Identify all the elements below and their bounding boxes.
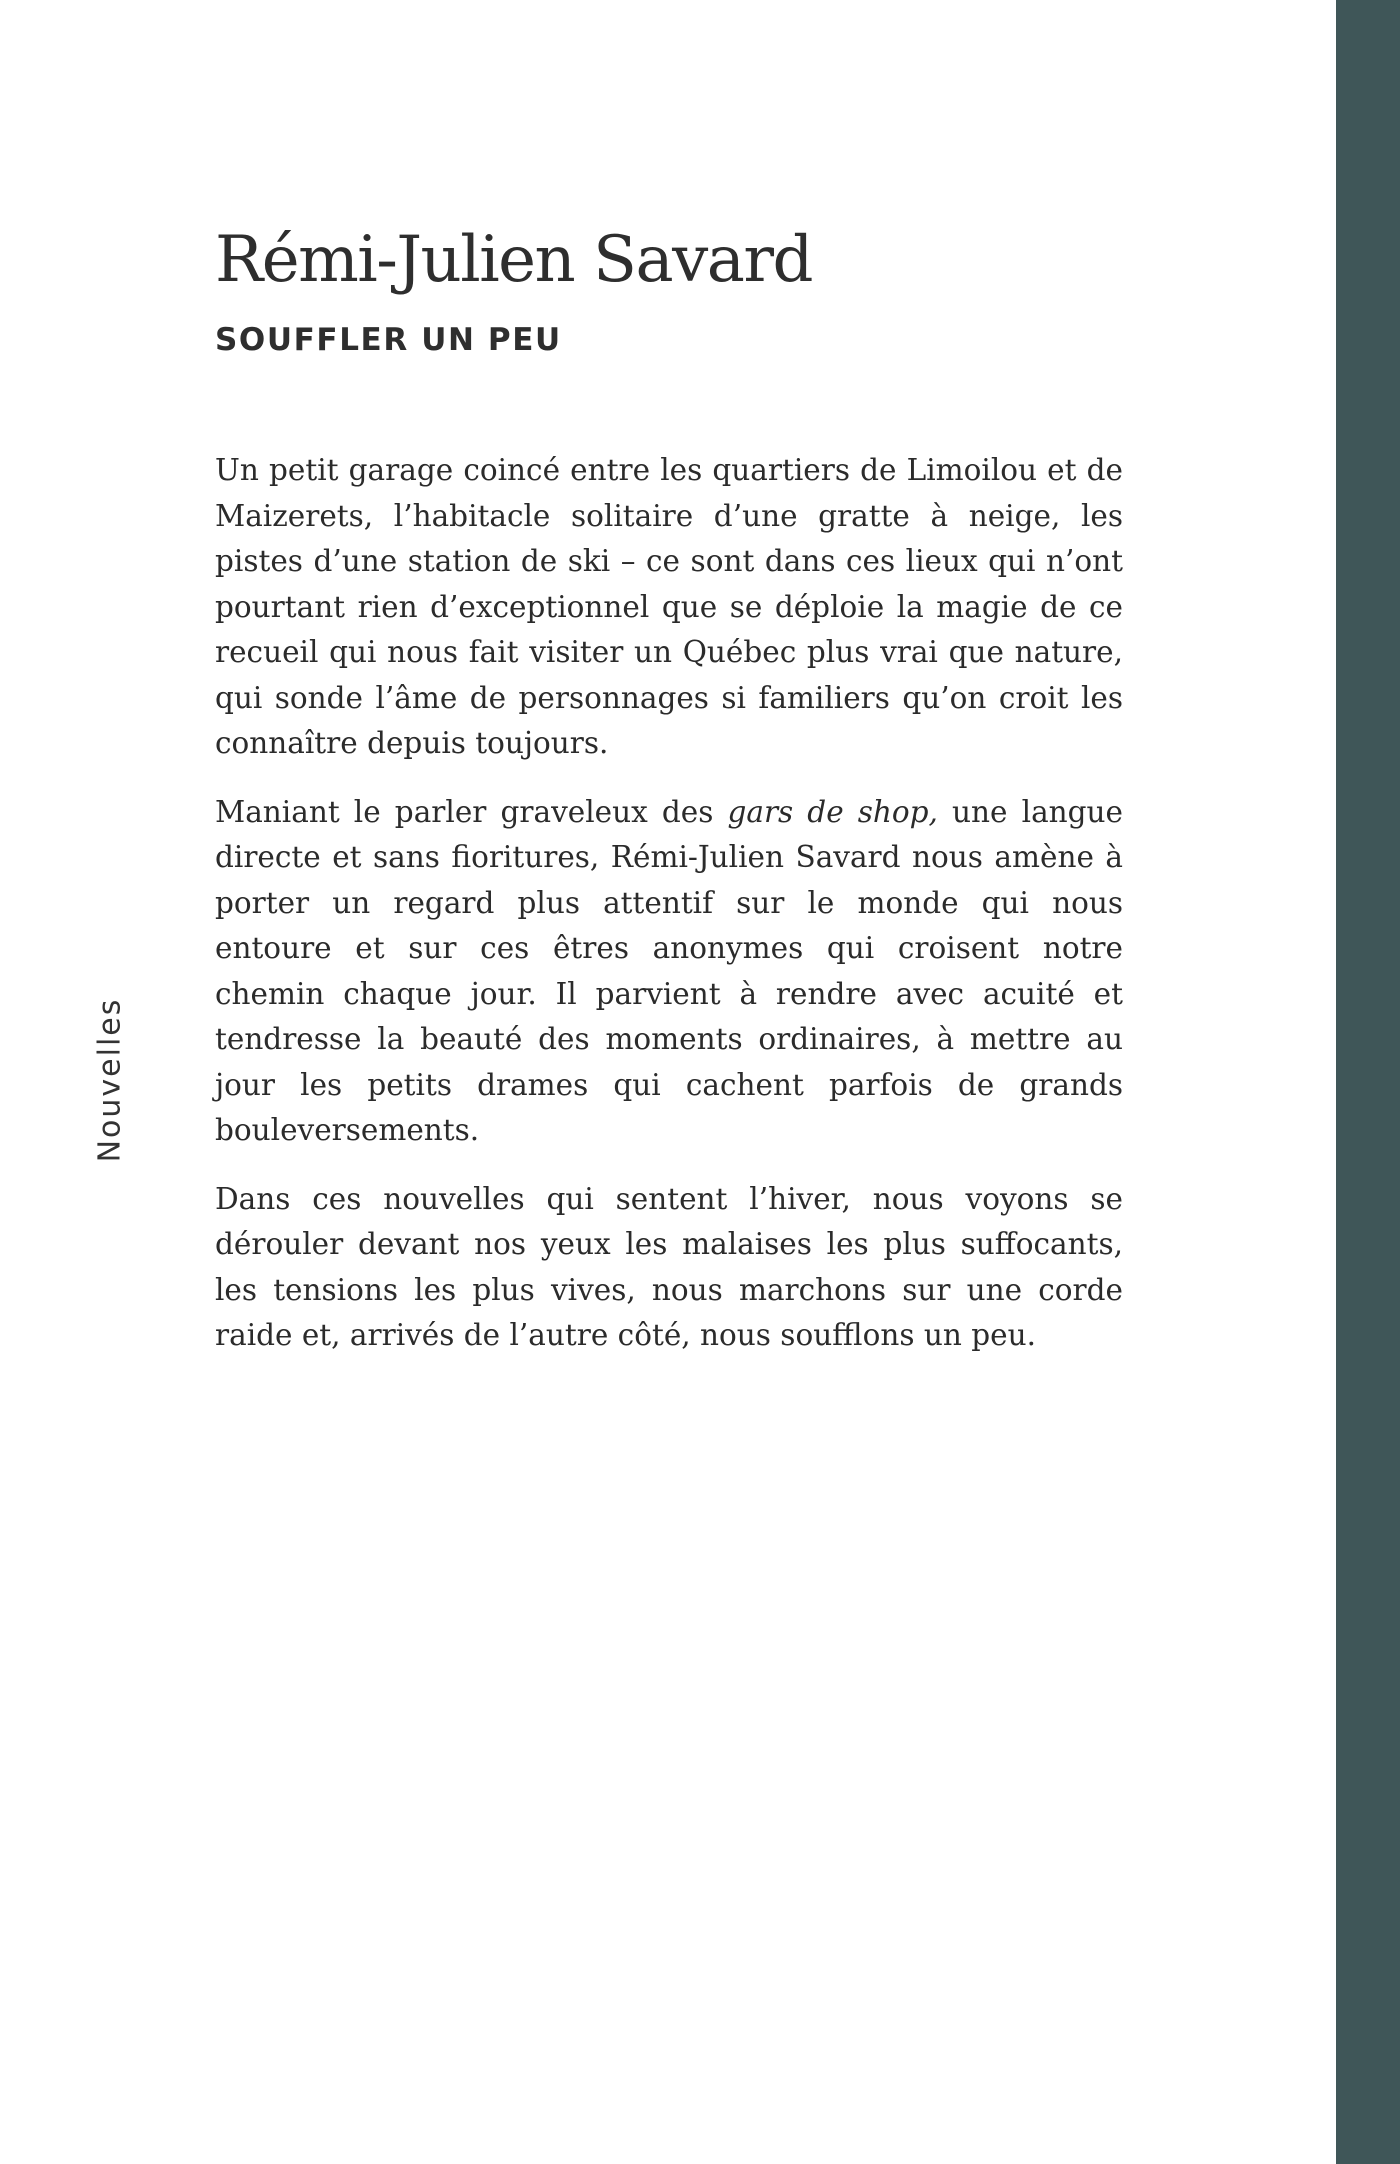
paragraph-2-emphasis: gars de shop, [727,794,938,829]
blurb-paragraph-2 [215,790,1123,1154]
paragraph-2-rest: une langue directe et sans fioritures, Rémi-Julien Savard nous amène à porter un regard plus attentif sur le monde qui nous entoure et sur ces êtres anonymes qui croisent notre chemin chaque jour. Il parvient à rendre avec acuité et tendresse la beauté des moments ordinaires, à mettre au jour les petits drames qui cachent parfois de grands bouleversements. [215,794,1124,1147]
blurb-paragraph-1: Un petit garage coincé entre les quartiers de Limoilou et de Maizerets, l’habitacle solitaire d’une gratte à neige, les pistes d’une station de ski – ce sont dans ces lieux qui n’ont pourtant rien d’exceptionnel que se déploie la magie de ce recueil qui nous fait visiter un Québec plus vrai que nature, qui sonde l’âme de personnages si familiers qu’on croit les connaître depuis toujours. [215,453,1123,760]
book-title: SOUFFLER UN PEU [215,322,562,358]
blurb [215,448,1123,1359]
spine-color-band [1336,0,1400,2164]
blurb-paragraph-3: Dans ces nouvelles qui sentent l’hiver, nous voyons se dérouler devant nos yeux les malaises les plus suffocants, les tensions les plus vives, nous marchons sur une corde raide et, arrivés de l’autre côté, nous soufflons un peu. [215,1181,1123,1352]
back-cover-content [215,220,1123,1382]
paragraph-2-lead: Maniant le parler graveleux des [215,794,728,829]
author-name: Rémi-Julien Savard [215,223,812,297]
genre-label: Nouvelles [92,997,128,1163]
